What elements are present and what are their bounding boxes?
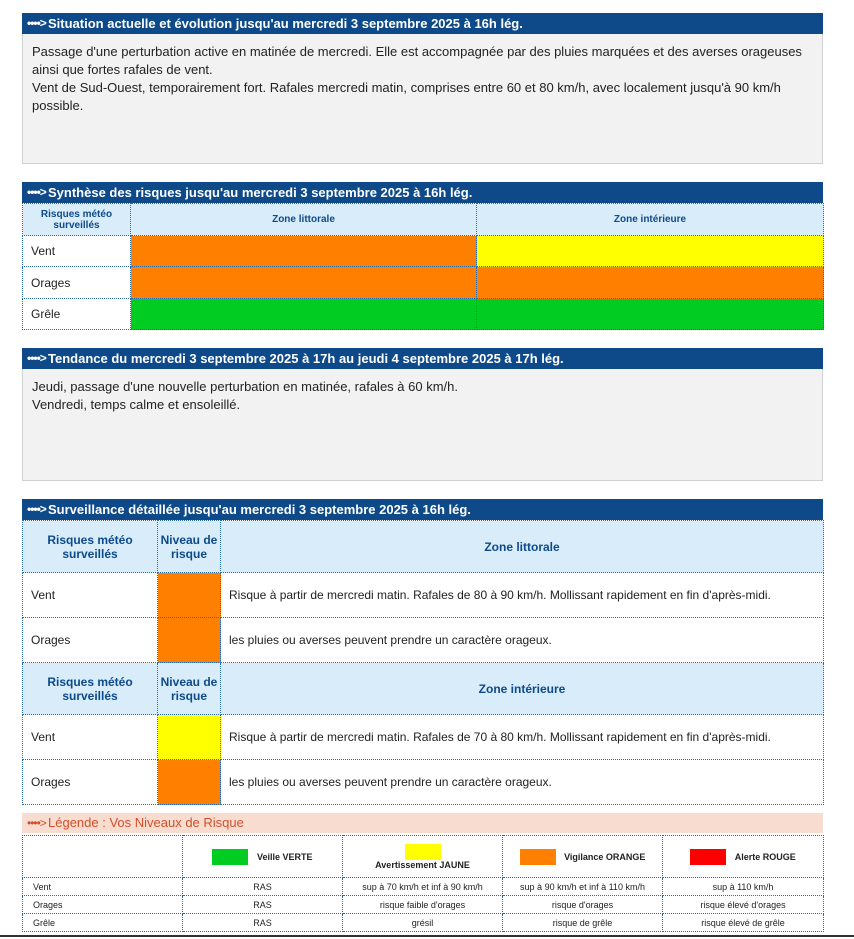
legende-cell: RAS: [183, 896, 343, 914]
surveillance-row: [23, 573, 824, 618]
legende-row-label: Vent: [23, 878, 183, 896]
legende-table: [22, 835, 824, 932]
legende-row: [23, 878, 824, 896]
synthese-col-risks: Risques météo surveillés: [23, 204, 131, 236]
surveillance-row: [23, 760, 824, 805]
risk-level-cell: [158, 573, 221, 618]
surveillance-row: [23, 715, 824, 760]
legende-cell: risque de grêle: [503, 914, 663, 932]
risk-description: les pluies ou averses peuvent prendre un caractère orageux.: [221, 618, 824, 663]
legende-level: [183, 836, 343, 878]
synthese-row-label: Orages: [23, 267, 131, 299]
legende-level-label: Vigilance ORANGE: [564, 851, 646, 862]
legende-cell: sup à 90 km/h et inf à 110 km/h: [503, 878, 663, 896]
legende-cell: risque faible d'orages: [343, 896, 503, 914]
risk-description: Risque à partir de mercredi matin. Rafales de 80 à 90 km/h. Mollissant rapidement en fin d'après-midi.: [221, 573, 824, 618]
risk-level-cell: [158, 715, 221, 760]
risk-cell: [477, 267, 824, 299]
tendance-section: [22, 348, 823, 481]
situation-title: Situation actuelle et évolution jusqu'au mercredi 3 septembre 2025 à 16h lég.: [48, 16, 523, 31]
legende-row: [23, 896, 824, 914]
legende-cell: RAS: [183, 914, 343, 932]
legende-section: [22, 813, 823, 932]
risk-description: Risque à partir de mercredi matin. Rafales de 70 à 80 km/h. Mollissant rapidement en fin d'après-midi.: [221, 715, 824, 760]
legende-row-label: Orages: [23, 896, 183, 914]
zone-littoral-header: Zone littorale: [221, 521, 824, 573]
legende-level: [503, 836, 663, 878]
synthese-row-label: Vent: [23, 236, 131, 267]
red-swatch: [690, 849, 726, 865]
legende-level-label: Avertissement JAUNE: [375, 859, 470, 870]
surveillance-col-risks: Risques météo surveillés: [23, 663, 158, 715]
surveillance-col-risks: Risques météo surveillés: [23, 521, 158, 573]
surveillance-row-label: Orages: [23, 618, 158, 663]
legende-cell: sup à 110 km/h: [663, 878, 824, 896]
legende-level: [343, 836, 503, 878]
tendance-line: Vendredi, temps calme et ensoleillé.: [32, 397, 241, 412]
legende-level-label: Veille VERTE: [256, 851, 313, 862]
legende-cell: risque d'orages: [503, 896, 663, 914]
zone-interieure-header: Zone intérieure: [221, 663, 824, 715]
dotted-arrow-icon: ••••>: [27, 185, 46, 199]
synthese-col-interieure: Zone intérieure: [477, 204, 824, 236]
tendance-line: Jeudi, passage d'une nouvelle perturbation en matinée, rafales à 60 km/h.: [32, 379, 458, 394]
legende-title: Légende : Vos Niveaux de Risque: [48, 815, 244, 830]
dotted-arrow-icon: ••••>: [27, 816, 46, 830]
surveillance-table: [22, 520, 824, 805]
surveillance-header: [22, 499, 823, 520]
surveillance-row: [23, 618, 824, 663]
surveillance-row-label: Vent: [23, 573, 158, 618]
legende-row-label: Grêle: [23, 914, 183, 932]
situation-text: [22, 34, 823, 164]
synthese-row: [23, 267, 824, 299]
risk-cell: [477, 299, 824, 330]
risk-cell: [477, 236, 824, 267]
risk-level-cell: [158, 618, 221, 663]
surveillance-row-label: Vent: [23, 715, 158, 760]
legende-cell: RAS: [183, 878, 343, 896]
situation-line: Passage d'une perturbation active en matinée de mercredi. Elle est accompagnée par des pluies marquées et des averses orageuses: [32, 44, 802, 59]
bottom-divider: [0, 935, 854, 937]
dotted-arrow-icon: ••••>: [27, 351, 46, 365]
orange-swatch: [520, 849, 556, 865]
situation-line: ainsi que fortes rafales de vent.: [32, 62, 213, 77]
surveillance-title: Surveillance détaillée jusqu'au mercredi 3 septembre 2025 à 16h lég.: [48, 502, 471, 517]
legende-cell: risque élevé de grêle: [663, 914, 824, 932]
legende-cell: sup à 70 km/h et inf à 90 km/h: [343, 878, 503, 896]
dotted-arrow-icon: ••••>: [27, 502, 46, 516]
surveillance-row-label: Orages: [23, 760, 158, 805]
synthese-header: [22, 182, 823, 203]
surveillance-col-niveau: Niveau de risque: [158, 521, 221, 573]
risk-cell: [131, 267, 477, 299]
legende-level-label: Alerte ROUGE: [734, 851, 796, 862]
legende-row: [23, 914, 824, 932]
green-swatch: [212, 849, 248, 865]
legende-header: [22, 813, 823, 833]
surveillance-section: [22, 499, 823, 805]
legende-level: [663, 836, 824, 878]
synthese-table: [22, 203, 824, 330]
legende-cell: grésil: [343, 914, 503, 932]
legende-cell: risque élevé d'orages: [663, 896, 824, 914]
risk-description: les pluies ou averses peuvent prendre un caractère orageux.: [221, 760, 824, 805]
yellow-swatch: [405, 844, 441, 860]
risk-cell: [131, 299, 477, 330]
synthese-title: Synthèse des risques jusqu'au mercredi 3 septembre 2025 à 16h lég.: [48, 185, 473, 200]
situation-line: Vent de Sud-Ouest, temporairement fort. Rafales mercredi matin, comprises entre 60 et 80 km/h, avec localement jusqu'à 90 km/h: [32, 80, 781, 95]
synthese-row: [23, 299, 824, 330]
situation-line: possible.: [32, 98, 84, 113]
situation-section: [22, 13, 823, 164]
legende-corner: [23, 836, 183, 878]
synthese-col-littoral: Zone littorale: [131, 204, 477, 236]
tendance-header: [22, 348, 823, 369]
tendance-title: Tendance du mercredi 3 septembre 2025 à 17h au jeudi 4 septembre 2025 à 17h lég.: [48, 351, 564, 366]
synthese-row-label: Grêle: [23, 299, 131, 330]
dotted-arrow-icon: ••••>: [27, 16, 46, 30]
situation-header: [22, 13, 823, 34]
tendance-text: [22, 369, 823, 481]
synthese-row: [23, 236, 824, 267]
synthese-section: [22, 182, 823, 330]
risk-level-cell: [158, 760, 221, 805]
surveillance-col-niveau: Niveau de risque: [158, 663, 221, 715]
risk-cell: [131, 236, 477, 267]
